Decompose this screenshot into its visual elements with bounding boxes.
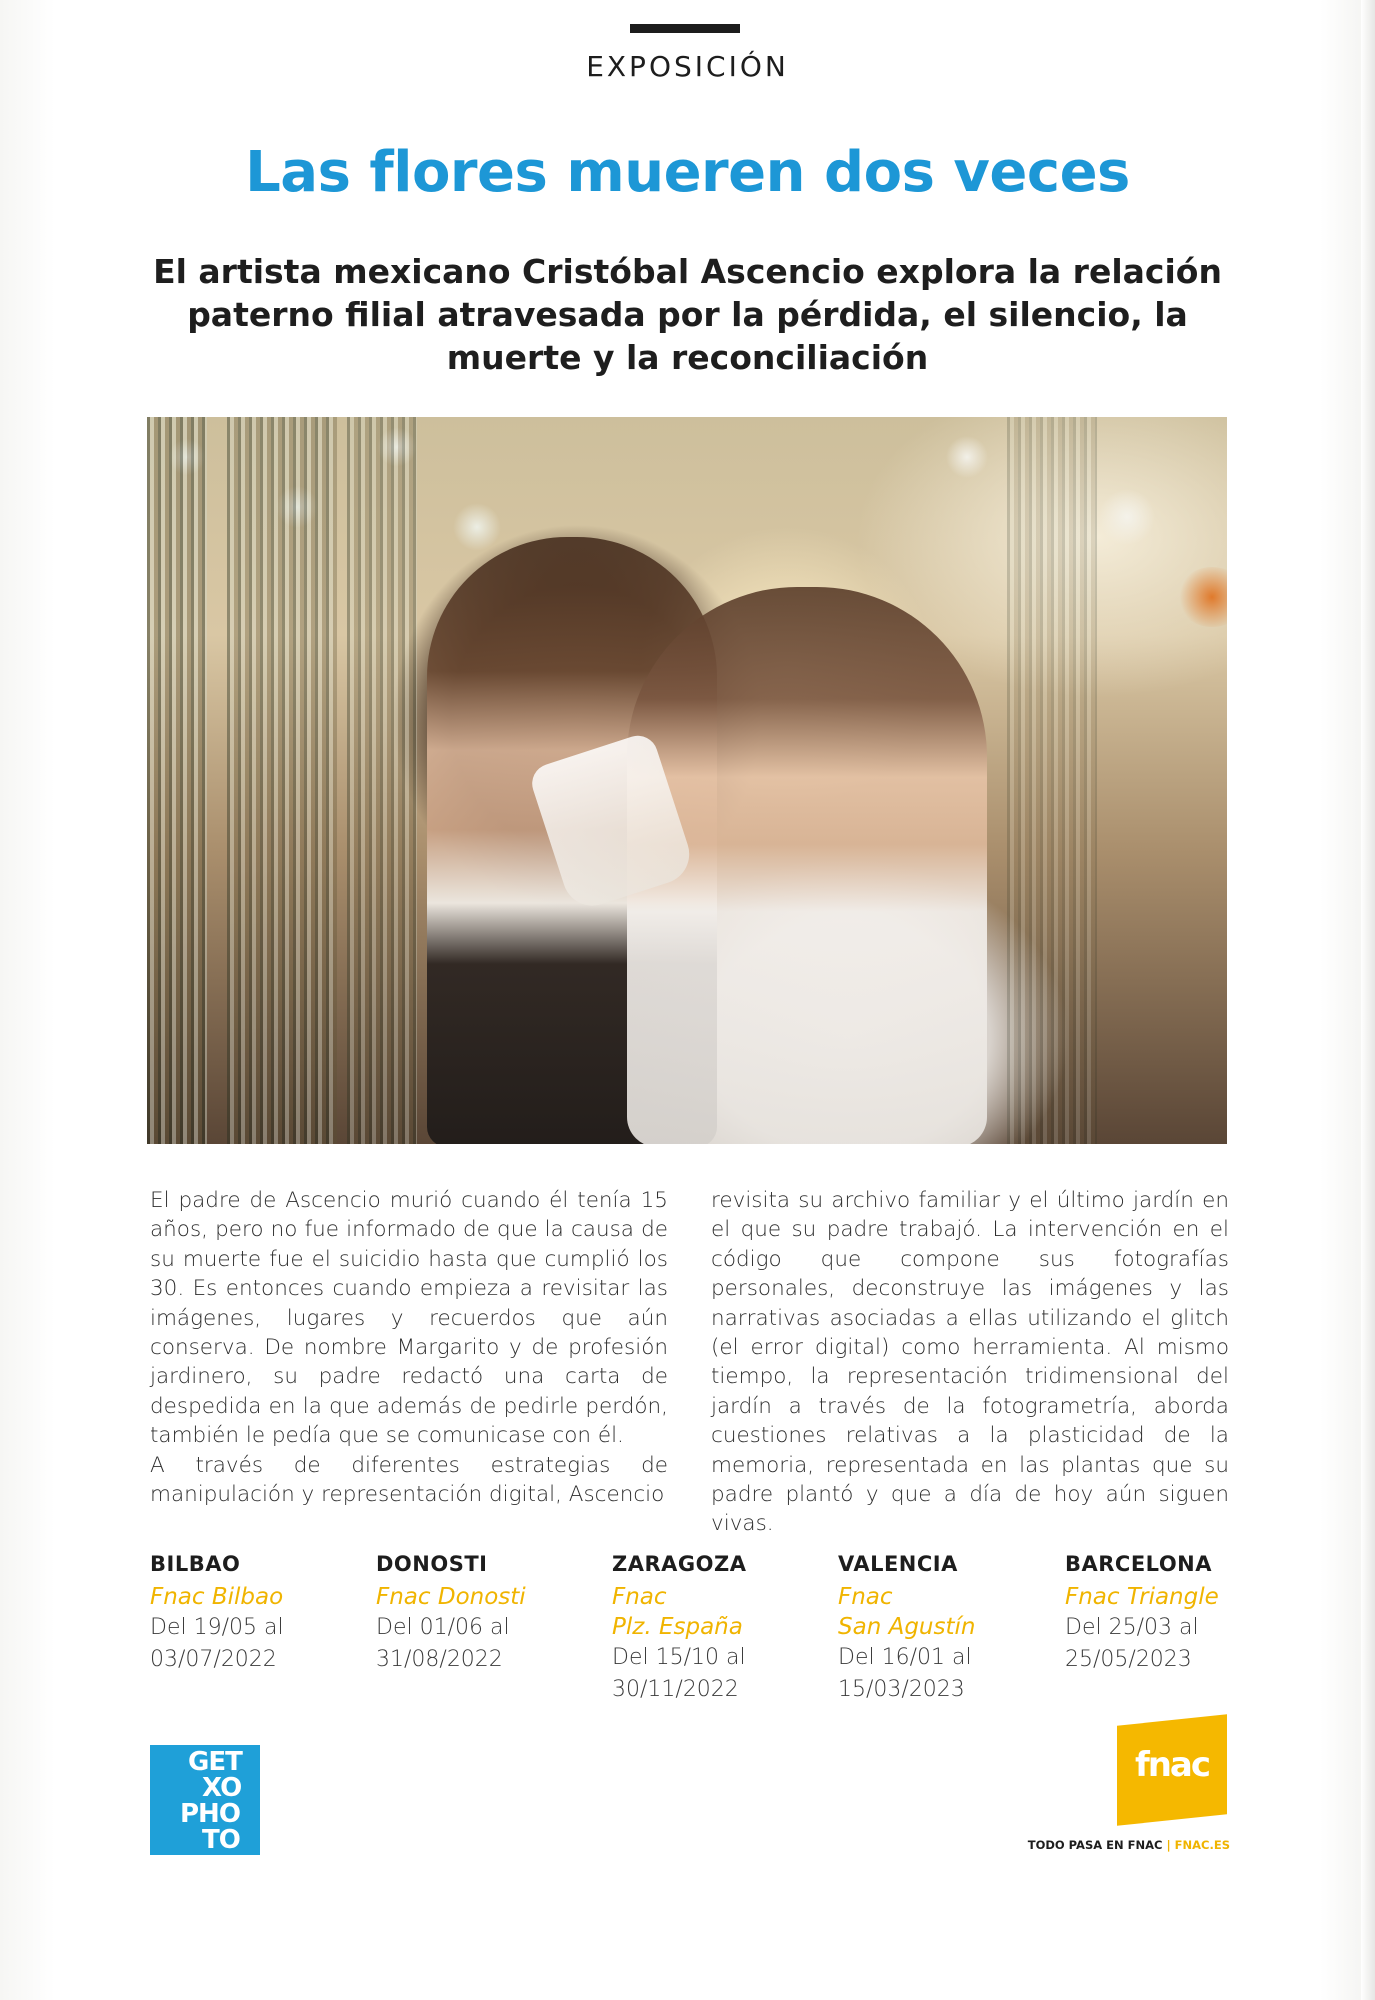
location-dates: Del 16/01 al 15/03/2023 — [838, 1645, 972, 1702]
page-edge-shadow — [1361, 0, 1375, 2000]
article-photo — [147, 417, 1227, 1144]
location-valencia — [838, 1550, 1048, 1706]
location-dates: Del 15/10 al 30/11/2022 — [612, 1645, 746, 1702]
location-barcelona — [1065, 1550, 1275, 1676]
article-subtitle: El artista mexicano Cristóbal Ascencio explora la relación paterno filial atravesada por la pérdida, el silencio, la muerte y la reconciliación — [153, 252, 1222, 377]
body-paragraph: El padre de Ascencio murió cuando él tenía 15 años, pero no fue informado de que la causa de su muerte fue el suicidio hasta que cumplió los 30. Es entonces cuando empieza a revisitar las imágenes, lugares y recuerdos que aún conserva. De nombre Margarito y de profesión jardinero, su padre redactó una carta de despedida en la que además de pedirle perdón, también le pedía que se comunicase con él. — [150, 1188, 668, 1449]
photo-glitch-strip — [347, 417, 417, 1144]
tagline-text: TODO PASA EN FNAC — [1027, 1838, 1163, 1852]
getxo-logo-text: PHO — [180, 1799, 240, 1829]
location-city: VALENCIA — [838, 1552, 958, 1576]
getxophoto-logo — [150, 1745, 260, 1855]
location-city: BILBAO — [150, 1552, 241, 1576]
location-donosti — [376, 1550, 586, 1676]
getxo-logo-text: GET — [188, 1747, 242, 1777]
section-rule — [630, 24, 740, 33]
location-city: ZARAGOZA — [612, 1552, 747, 1576]
location-dates: Del 25/03 al 25/05/2023 — [1065, 1615, 1199, 1672]
exhibition-locations — [150, 1550, 1240, 1720]
getxo-logo-text: XO — [202, 1773, 242, 1803]
photo-glitch-strip — [1007, 417, 1097, 1144]
photo-glitch-strip — [227, 417, 337, 1144]
location-store: Fnac Triangle — [1065, 1584, 1219, 1610]
getxo-logo-text: TO — [202, 1825, 240, 1855]
location-city: BARCELONA — [1065, 1552, 1212, 1576]
location-bilbao — [150, 1550, 360, 1676]
tagline-separator: | — [1166, 1838, 1171, 1852]
location-dates: Del 19/05 al 03/07/2022 — [150, 1615, 284, 1672]
article-title: Las flores mueren dos veces — [245, 140, 1130, 205]
body-column-left — [150, 1186, 668, 1509]
location-store: Fnac Donosti — [376, 1584, 526, 1610]
location-store: Fnac San Agustín — [838, 1584, 976, 1640]
fnac-tagline — [1010, 1838, 1230, 1852]
tagline-site: FNAC.ES — [1174, 1838, 1230, 1852]
body-paragraph: A través de diferentes estrategias de manipulación y representación digital, Ascencio — [150, 1452, 668, 1508]
body-paragraph: revisita su archivo familiar y el último jardín en el que su padre trabajó. La intervención en el código que compone sus fotografías personales, deconstruye las imágenes y las narrativas asociadas a ellas utilizando el glitch (el error digital) como herramienta. Al mismo tiempo, la representación tridimensional del jardín a través de la fotogrametría, aborda cuestiones relativas a la plasticidad de la memoria, representada en las plantas que su padre plantó y que a día de hoy aún siguen vivas. — [711, 1188, 1229, 1537]
location-zaragoza — [612, 1550, 822, 1706]
photo-glitch-strip — [147, 417, 207, 1144]
section-label: EXPOSICIÓN — [586, 50, 789, 83]
location-store: Fnac Bilbao — [150, 1584, 284, 1610]
location-dates: Del 01/06 al 31/08/2022 — [376, 1615, 510, 1672]
fnac-logo-text: fnac — [1134, 1745, 1210, 1785]
location-city: DONOSTI — [376, 1552, 488, 1576]
location-store: Fnac Plz. España — [612, 1584, 743, 1640]
body-column-right — [711, 1186, 1229, 1539]
